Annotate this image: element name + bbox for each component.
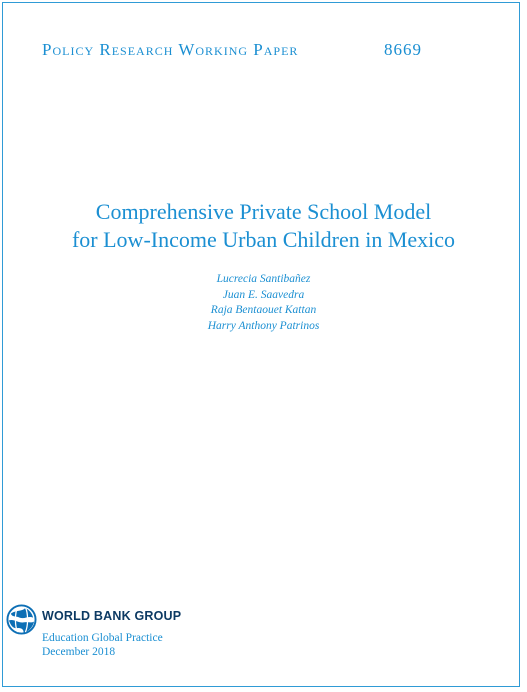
series-title: Policy Research Working Paper xyxy=(42,40,299,59)
author-name: Harry Anthony Patrinos xyxy=(207,319,320,332)
author-list xyxy=(0,272,527,334)
publication-date: December 2018 xyxy=(42,646,116,658)
author-name: Juan E. Saavedra xyxy=(222,288,305,301)
author-name: Raja Bentaouet Kattan xyxy=(210,304,317,316)
page-border xyxy=(2,2,520,687)
global-practice: Education Global Practice xyxy=(42,632,163,644)
paper-number: 8669 xyxy=(384,40,422,59)
author-name: Lucrecia Santibañez xyxy=(216,273,311,285)
paper-title-line-2: for Low-Income Urban Children in Mexico xyxy=(71,227,456,252)
paper-title-line-1: Comprehensive Private School Model xyxy=(95,199,432,224)
globe-icon xyxy=(6,604,37,635)
logo-wordmark: WORLD BANK GROUP xyxy=(42,609,182,623)
paper-title xyxy=(0,198,527,254)
